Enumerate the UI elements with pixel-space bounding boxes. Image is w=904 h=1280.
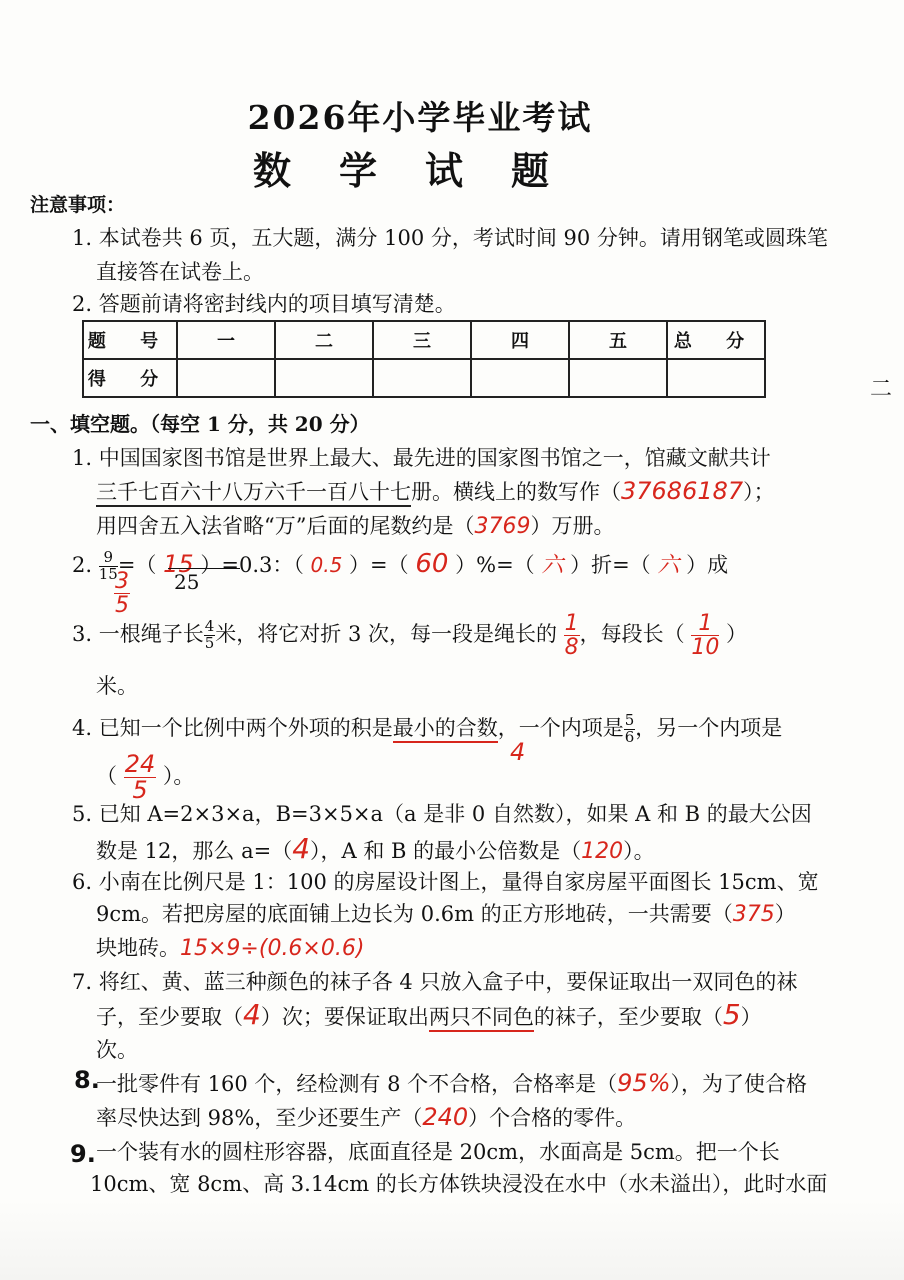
q3-text-d: ） [726, 622, 748, 647]
q9-line1: 一个装有水的圆柱形容器，底面直径是 20cm，水面高是 5cm。把一个长 [96, 1140, 780, 1164]
q5-text-a: 数是 12，那么 a=（ [96, 839, 293, 863]
q4-open-paren: （ [96, 764, 117, 789]
q2-denominator-25: 25 [174, 570, 200, 594]
q4-text-b: ，一个内项是 [497, 716, 624, 740]
q4-answer-numerator: 24 [124, 750, 156, 778]
exam-title: 2026年小学毕业考试 [247, 98, 593, 137]
q7-text-a: 子，至少要取（ [96, 1005, 243, 1029]
q3-text-c: ，每段长（ [579, 622, 685, 647]
q2-eq4: ）%=（ [455, 553, 535, 577]
score-table-col-4: 四 [471, 321, 569, 359]
q3-line2: 米。 [96, 674, 138, 698]
q9-number: 9. [70, 1140, 96, 1168]
q6-working: 15×9÷(0.6×0.6) [180, 936, 365, 961]
q2-eq3: ）=（ [349, 553, 409, 577]
score-cell [569, 359, 667, 397]
q2-fraction-numerator: 9 [99, 550, 118, 567]
score-cell [275, 359, 373, 397]
q3-fraction-numerator: 4 [204, 617, 215, 636]
q2-fraction-bar [168, 568, 240, 569]
q8-text-a: 一批零件有 160 个，经检测有 8 个不合格，合格率是（ [96, 1072, 618, 1096]
notice-item-1: 1. 本试卷共 6 页，五大题，满分 100 分，考试时间 90 分钟。请用钢笔或圆珠笔 [72, 226, 828, 250]
notice-item-2: 2. 答题前请将密封线内的项目填写清楚。 [72, 292, 456, 316]
q5-answer-1: 4 [292, 832, 311, 865]
page-bottom-fade [0, 1200, 904, 1280]
q6-answer: 375 [732, 902, 775, 927]
q8-text-b: ），为了使合格 [670, 1072, 807, 1096]
q2-fraction-denominator: 15 [98, 565, 118, 583]
q3-fraction [204, 619, 216, 652]
q6-line3 [96, 932, 364, 962]
q4-note: 4 [510, 738, 526, 766]
score-cell [373, 359, 471, 397]
q2-answer-2: 0.5 [310, 553, 343, 577]
q1-line3 [96, 510, 614, 540]
q8-answer-2: 240 [422, 1103, 469, 1131]
q8-text-c: 率尽快达到 98%，至少还要生产（ [96, 1106, 423, 1130]
exam-subject-title: 数学试题 [252, 148, 597, 193]
q6-line2 [96, 898, 796, 928]
q5-text-b: ），A 和 B 的最小公倍数是（ [310, 839, 582, 863]
q3-answer-2-denominator: 10 [691, 635, 720, 661]
q8-answer-1: 95% [617, 1069, 671, 1097]
q2-eq6: ）成 [686, 553, 729, 577]
q8-line2 [96, 1102, 636, 1132]
score-cell [667, 359, 765, 397]
q6-text-b: ） [774, 902, 796, 926]
q5-text-c: ）。 [623, 839, 655, 863]
score-table-col-5: 五 [569, 321, 667, 359]
q1-line2 [96, 476, 775, 506]
q1-line3-end: ）万册。 [530, 514, 615, 538]
q2-eq2: =0.3：（ [221, 553, 304, 577]
q5-answer-2: 120 [581, 839, 624, 864]
score-table-label: 题 号 [83, 321, 177, 359]
q1-line2-text: 册。横线上的数写作（ [411, 480, 621, 504]
q7-answer-2: 5 [722, 998, 741, 1031]
q7-line1: 7. 将红、黄、蓝三种颜色的袜子各 4 只放入盒子中，要保证取出一双同色的袜 [72, 970, 798, 994]
q6-line1: 6. 小南在比例尺是 1：100 的房屋设计图上，量得自家房屋平面图长 15cm、宽 [72, 870, 819, 894]
q5-line2 [96, 832, 655, 865]
q2-answer-5: 六 [657, 553, 680, 578]
q3-text-b: 米，将它对折 3 次，每一段是绳长的 [215, 622, 557, 647]
q8-text-d: ）个合格的零件。 [468, 1106, 637, 1130]
q1-line1: 1. 中国国家图书馆是世界上最大、最先进的国家图书馆之一，馆藏文献共计 [72, 446, 771, 470]
q1-answer-2: 3769 [474, 514, 531, 539]
score-table-col-1: 一 [177, 321, 275, 359]
q4-fraction-denominator: 6 [624, 728, 635, 746]
q4-fraction [624, 713, 636, 746]
q3-answer-2 [691, 612, 719, 659]
q4-close-paren: ）。 [162, 764, 195, 789]
q7-line2 [96, 998, 762, 1031]
q4-answer [124, 752, 157, 803]
q2-note-fraction [114, 570, 130, 617]
side-margin-mark: 二 [869, 377, 892, 402]
q3-line1 [72, 612, 747, 659]
q2-line [72, 548, 728, 583]
q2-eq5: ）折=（ [570, 553, 651, 577]
q1-line3-text: 用四舍五入法省略“万”后面的尾数约是（ [96, 514, 475, 538]
q7-line3: 次。 [96, 1038, 138, 1062]
q2-note-denominator: 5 [115, 593, 129, 619]
q2-answer-3: 60 [415, 549, 449, 579]
score-row-label: 得 分 [83, 359, 177, 397]
notice-item-1-cont: 直接答在试卷上。 [96, 260, 264, 284]
q4-text-c: ，另一个内项是 [635, 716, 783, 740]
q4-text-a: 4. 已知一个比例中两个外项的积是 [72, 716, 393, 740]
q2-close1: ） [200, 553, 222, 577]
q7-text-c: 的袜子，至少要取（ [533, 1005, 723, 1029]
q2-number: 2. [72, 553, 93, 577]
q2-note-numerator: 3 [115, 569, 129, 594]
q7-text-d: ） [740, 1005, 762, 1029]
q1-line2-end: ）； [743, 480, 775, 504]
q3-answer-1 [564, 612, 580, 659]
score-table-col-2: 二 [275, 321, 373, 359]
score-cell [177, 359, 275, 397]
q4-line2 [96, 752, 194, 803]
q1-answer-1: 37686187 [621, 477, 744, 505]
q3-answer-1-denominator: 8 [564, 635, 579, 661]
q4-line1 [72, 712, 782, 746]
q7-answer-1: 4 [243, 998, 261, 1031]
q1-underlined-number: 三千七百六十八万六千一百八十七 [96, 480, 411, 507]
q4-underlined-term: 最小的合数 [393, 716, 498, 743]
q8-line1 [96, 1068, 807, 1098]
q6-text-a: 9cm。若把房屋的底面铺上边长为 0.6m 的正方形地砖，一共需要（ [96, 902, 733, 926]
q3-text-a: 3. 一根绳子长 [72, 622, 204, 647]
q8-number: 8. [74, 1066, 100, 1094]
q2-answer-4: 六 [541, 553, 564, 578]
q4-fraction-numerator: 5 [624, 711, 635, 730]
score-table-header-row [83, 321, 765, 359]
score-table [82, 320, 766, 398]
score-cell [471, 359, 569, 397]
section-1-heading: 一、填空题。（每空 1 分，共 20 分） [30, 412, 370, 436]
score-table-total: 总 分 [667, 321, 765, 359]
q2-eq1: =（ [117, 553, 157, 577]
q9-line2: 10cm、宽 8cm、高 3.14cm 的长方体铁块浸没在水中（水未溢出），此时水面 [90, 1172, 828, 1196]
q6-text-c: 块地砖。 [96, 936, 180, 960]
q3-answer-1-numerator: 1 [564, 611, 579, 636]
q7-text-b: ）次；要保证取出 [260, 1005, 429, 1029]
q3-answer-2-numerator: 1 [691, 612, 719, 636]
q7-underlined-term: 两只不同色 [429, 1005, 534, 1032]
q4-answer-denominator: 5 [132, 776, 148, 805]
q3-fraction-denominator: 5 [204, 634, 215, 653]
score-table-col-3: 三 [373, 321, 471, 359]
score-table-score-row [83, 359, 765, 397]
q2-answer-1: 15 [163, 550, 194, 578]
q5-line1: 5. 已知 A=2×3×a，B=3×5×a（a 是非 0 自然数），如果 A 和 B 的最大公因 [72, 802, 812, 826]
notice-heading: 注意事项： [30, 194, 126, 216]
